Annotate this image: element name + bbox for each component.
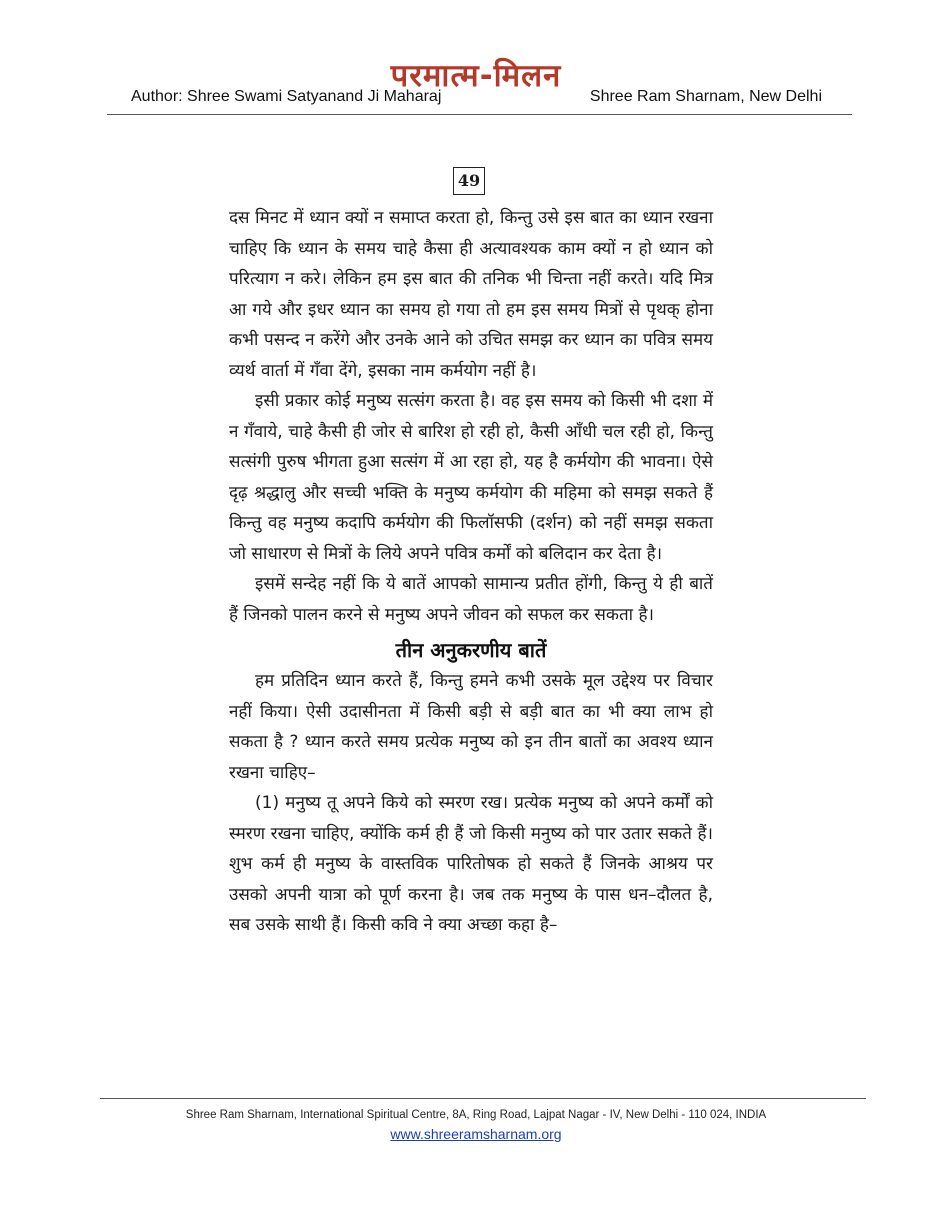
paragraph: हम प्रतिदिन ध्यान करते हैं, किन्तु हमने कभी उसके मूल उद्देश्य पर विचार नहीं किया। ऐसी उदासीनता में किसी बड़ी से बड़ी बात का भी क्या लाभ हो सकता है ? ध्यान करते समय प्रत्येक मनुष्य को इन तीन बातों का अवश्य ध्यान रखना चाहिए– (229, 671, 713, 783)
book-title: परमात्म-मिलन (390, 58, 562, 94)
author-line: Author: Shree Swami Satyanand Ji Maharaj (131, 88, 442, 105)
page-body (229, 203, 713, 941)
footer-website (0, 1126, 952, 1142)
header-divider (107, 114, 852, 115)
publisher-line: Shree Ram Sharnam, New Delhi (589, 88, 822, 105)
website-link[interactable]: www.shreeramsharnam.org (390, 1126, 562, 1142)
footer-address: Shree Ram Sharnam, International Spiritual Centre, 8A, Ring Road, Lajpat Nagar - IV, New Delhi - 110 024, INDIA (185, 1109, 767, 1121)
section-heading: तीन अनुकरणीय बातें (395, 638, 547, 662)
page-number: 49 (453, 167, 485, 195)
paragraph: दस मिनट में ध्यान क्यों न समाप्त करता हो, किन्तु उसे इस बात का ध्यान रखना चाहिए कि ध्यान के समय चाहे कैसा ही अत्यावश्यक काम क्यों न हो ध्यान को परित्याग न करे। लेकिन हम इस बात की तनिक भी चिन्ता नहीं करते। यदि मित्र आ गये और इधर ध्यान का समय हो गया तो हम इस समय मित्रों से पृथक् होना कभी पसन्द न करेंगे और उनके आने को उचित समझ कर ध्यान का पवित्र समय व्यर्थ वार्ता में गँवा देंगे, इसका नाम कर्मयोग नहीं है। (229, 208, 713, 381)
paragraph: इसी प्रकार कोई मनुष्य सत्संग करता है। वह इस समय को किसी भी दशा में न गँवाये, चाहे कैसी ही जोर से बारिश हो रही हो, कैसी आँधी चल रही हो, किन्तु सत्संगी पुरुष भीगता हुआ सत्संग में आ रहा हो, यह है कर्मयोग की भावना। ऐसे दृढ़ श्रद्धालु और सच्ची भक्ति के मनुष्य कर्मयोग की महिमा को समझ सकते हैं किन्तु वह मनुष्य कदापि कर्मयोग की फिलॉसफी (दर्शन) को नहीं समझ सकता जो साधारण से मित्रों के लिये अपने पवित्र कर्मों को बलिदान कर देता है। (229, 391, 713, 564)
paragraph: (1) मनुष्य तू अपने किये को स्मरण रख। प्रत्येक मनुष्य को अपने कर्मों को स्मरण रखना चाहिए, क्योंकि कर्म ही हैं जो किसी मनुष्य को पार उतार सकते हैं। शुभ कर्म ही मनुष्य के वास्तविक पारितोषक हो सकते हैं जिनके आश्रय पर उसको अपनी यात्रा को पूर्ण करना है। जब तक मनुष्य के पास धन–दौलत है, सब उसके साथी हैं। किसी कवि ने क्या अच्छा कहा है– (229, 793, 713, 935)
paragraph: इसमें सन्देह नहीं कि ये बातें आपको सामान्य प्रतीत होंगी, किन्तु ये ही बातें हैं जिनको पालन करने से मनुष्य अपने जीवन को सफल कर सकता है। (229, 574, 713, 625)
footer-divider (100, 1098, 866, 1099)
